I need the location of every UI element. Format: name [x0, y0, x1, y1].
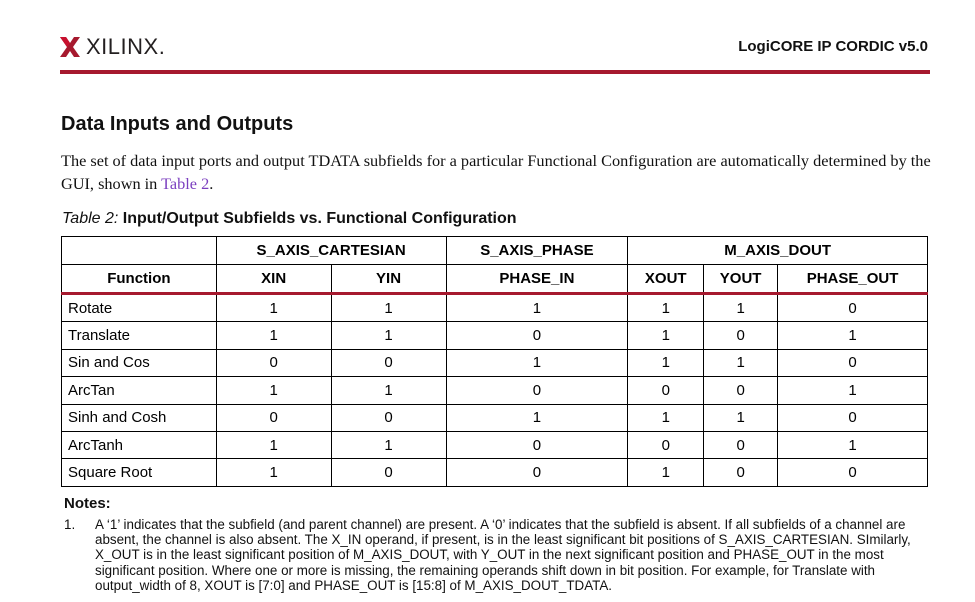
value-cell: 1: [778, 322, 928, 349]
value-cell: 0: [446, 431, 628, 458]
value-cell: 1: [778, 377, 928, 404]
value-cell: 0: [704, 431, 778, 458]
value-cell: 1: [778, 431, 928, 458]
notes-title: Notes:: [64, 495, 111, 512]
value-cell: 1: [331, 431, 446, 458]
value-cell: 1: [216, 377, 331, 404]
value-cell: 0: [778, 349, 928, 376]
intro-text-end: .: [209, 174, 214, 193]
value-cell: 0: [446, 459, 628, 486]
value-cell: 0: [704, 377, 778, 404]
value-cell: 1: [216, 459, 331, 486]
value-cell: 1: [331, 322, 446, 349]
value-cell: 1: [216, 431, 331, 458]
caption-title: Input/Output Subfields vs. Functional Configuration: [122, 210, 517, 227]
value-cell: 1: [216, 294, 331, 322]
section-heading: Data Inputs and Outputs: [61, 113, 294, 135]
function-cell: Sin and Cos: [62, 349, 217, 376]
value-cell: 1: [704, 404, 778, 431]
note-item: [64, 517, 934, 593]
value-cell: 1: [628, 322, 704, 349]
group-header: M_AXIS_DOUT: [628, 237, 928, 265]
function-cell: ArcTanh: [62, 431, 217, 458]
column-header: YOUT: [704, 265, 778, 294]
value-cell: 1: [331, 294, 446, 322]
table-row: [62, 377, 928, 404]
value-cell: 1: [628, 459, 704, 486]
column-header-row: [62, 265, 928, 294]
brand-name: XILINX.: [86, 34, 166, 59]
table-caption: [62, 210, 517, 228]
function-cell: Rotate: [62, 294, 217, 322]
group-header: S_AXIS_PHASE: [446, 237, 628, 265]
table-row: [62, 349, 928, 376]
value-cell: 1: [704, 349, 778, 376]
value-cell: 0: [628, 431, 704, 458]
table-row: [62, 431, 928, 458]
xilinx-logo: [60, 34, 165, 60]
value-cell: 0: [778, 459, 928, 486]
table-row: [62, 404, 928, 431]
group-header: S_AXIS_CARTESIAN: [216, 237, 446, 265]
value-cell: 1: [216, 322, 331, 349]
group-header-row: [62, 237, 928, 265]
function-cell: Translate: [62, 322, 217, 349]
note-number: 1.: [64, 517, 76, 532]
value-cell: 1: [446, 404, 628, 431]
column-header: Function: [62, 265, 217, 294]
doc-title: LogiCORE IP CORDIC v5.0: [738, 38, 928, 55]
caption-label: Table 2:: [62, 210, 119, 227]
io-subfields-table: [61, 236, 928, 487]
intro-text: The set of data input ports and output TDATA subfields for a particular Functional Configuration are automatically determined by the GUI, shown in: [61, 151, 931, 193]
table-row: [62, 294, 928, 322]
column-header: PHASE_OUT: [778, 265, 928, 294]
table-2-link[interactable]: Table 2: [161, 174, 210, 193]
value-cell: 0: [778, 294, 928, 322]
value-cell: 0: [446, 322, 628, 349]
value-cell: 0: [331, 404, 446, 431]
function-cell: ArcTan: [62, 377, 217, 404]
value-cell: 1: [628, 294, 704, 322]
column-header: PHASE_IN: [446, 265, 628, 294]
value-cell: 0: [331, 459, 446, 486]
value-cell: 1: [331, 377, 446, 404]
value-cell: 0: [628, 377, 704, 404]
function-cell: Sinh and Cosh: [62, 404, 217, 431]
value-cell: 1: [446, 294, 628, 322]
value-cell: 1: [446, 349, 628, 376]
table-row: [62, 322, 928, 349]
column-header: XIN: [216, 265, 331, 294]
header-rule: [60, 70, 930, 74]
column-header: YIN: [331, 265, 446, 294]
value-cell: 1: [628, 349, 704, 376]
value-cell: 0: [216, 404, 331, 431]
value-cell: 1: [628, 404, 704, 431]
note-text: A ‘1’ indicates that the subfield (and parent channel) are present. A ‘0’ indicates that the subfield is absent. If all subfields of a channel are absent, the channel is also absent. The X_IN operand, if present, is in the least significant bit positions of S_AXIS_CARTESIAN. SImilarly, X_OUT is in the least significant position of M_AXIS_DOUT, with Y_OUT in the next significant position and PHASE_OUT in the most significant position. Where one or more is missing, the remaining operands shift down in bit position. For example, for Translate with output_width of 8, XOUT is [7:0] and PHASE_OUT is [15:8] of M_AXIS_DOUT_TDATA.: [95, 517, 911, 593]
function-cell: Square Root: [62, 459, 217, 486]
xilinx-logo-icon: [60, 37, 80, 57]
column-header: XOUT: [628, 265, 704, 294]
value-cell: 0: [778, 404, 928, 431]
group-header-empty: [62, 237, 217, 265]
value-cell: 0: [704, 459, 778, 486]
value-cell: 0: [216, 349, 331, 376]
table-row: [62, 459, 928, 486]
value-cell: 0: [704, 322, 778, 349]
intro-paragraph: [61, 149, 936, 195]
value-cell: 1: [704, 294, 778, 322]
value-cell: 0: [331, 349, 446, 376]
value-cell: 0: [446, 377, 628, 404]
